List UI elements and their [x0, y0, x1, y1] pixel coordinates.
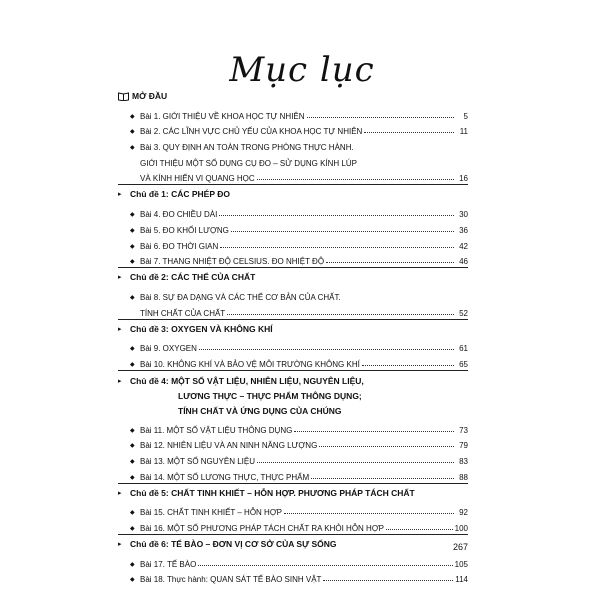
- diamond-bullet-icon: ◆: [130, 346, 135, 353]
- toc-entry-page: 114: [455, 575, 468, 585]
- dot-leader: [326, 262, 454, 263]
- page-title: Mục lục: [229, 50, 375, 90]
- triangle-bullet-icon: ▸: [118, 325, 122, 333]
- toc-entry-title: Bài 7. THANG NHIỆT ĐỘ CELSIUS. ĐO NHIỆT ĐỘ: [140, 257, 325, 267]
- toc-entry-page: 100: [454, 524, 468, 534]
- toc-entry[interactable]: [118, 203, 468, 219]
- diamond-bullet-icon: ◆: [130, 113, 135, 120]
- toc-entry[interactable]: [118, 286, 468, 302]
- diamond-bullet-icon: ◆: [130, 294, 135, 301]
- triangle-bullet-icon: ▸: [118, 191, 122, 199]
- toc-entry[interactable]: [118, 121, 468, 137]
- diamond-bullet-icon: ◆: [130, 443, 135, 450]
- diamond-bullet-icon: ◆: [130, 227, 135, 234]
- dot-leader: [364, 132, 454, 133]
- toc-section-heading: [118, 267, 468, 286]
- toc-entry-title: Bài 14. MỘT SỐ LƯƠNG THỰC, THỰC PHẨM: [140, 472, 310, 482]
- toc-entry-title: Bài 10. KHÔNG KHÍ VÀ BẢO VỆ MÔI TRƯỜNG KHÔNG KHÍ: [140, 359, 360, 369]
- section-heading-text: Chủ đề 3: OXYGEN VÀ KHÔNG KHÍ: [130, 323, 273, 334]
- dot-leader: [257, 179, 454, 180]
- dot-leader: [323, 580, 453, 581]
- section-heading-text: LƯƠNG THỰC – THỰC PHẨM THÔNG DỤNG;: [178, 391, 362, 402]
- toc-section-heading: [118, 534, 468, 553]
- diamond-bullet-icon: ◆: [130, 129, 135, 136]
- toc-entry-page: 52: [459, 308, 468, 318]
- dot-leader: [219, 215, 454, 216]
- toc-entry-title: Bài 6. ĐO THỜI GIAN: [140, 241, 219, 251]
- section-heading-text: Chủ đề 4: MỘT SỐ VẬT LIỆU, NHIÊN LIỆU, NGUYÊN LIỆU,: [130, 376, 364, 387]
- section-heading-text: Chủ đề 6: TẾ BÀO – ĐƠN VỊ CƠ SỞ CỦA SỰ SỐNG: [130, 539, 337, 550]
- toc-entry-title: Bài 3. QUY ĐỊNH AN TOÀN TRONG PHÒNG THỰC HÀNH.: [140, 143, 354, 153]
- dot-leader: [311, 478, 454, 479]
- diamond-bullet-icon: ◆: [130, 145, 135, 152]
- dot-leader: [362, 365, 454, 366]
- toc-entry-title: Bài 17. TẾ BÀO: [140, 559, 197, 569]
- toc-entry-page: 73: [459, 425, 468, 435]
- toc-entry-page: 105: [454, 559, 468, 569]
- dot-leader: [199, 349, 454, 350]
- toc-entry-title: VÀ KÍNH HIỂN VI QUANG HỌC: [140, 174, 255, 184]
- toc-entry-page: 79: [459, 441, 468, 451]
- dot-leader: [386, 529, 453, 530]
- toc-entry-title: Bài 12. NHIÊN LIỆU VÀ AN NINH NĂNG LƯỢNG: [140, 441, 318, 451]
- toc-entry[interactable]: [118, 353, 468, 369]
- toc-entry[interactable]: [118, 251, 468, 267]
- toc-section-heading: [118, 370, 468, 419]
- toc-entry-page: 83: [459, 457, 468, 466]
- page-number: 267: [453, 542, 469, 552]
- toc-entry[interactable]: [118, 235, 468, 251]
- toc-entry[interactable]: [118, 105, 468, 121]
- section-heading-text: Chủ đề 1: CÁC PHÉP ĐO: [130, 189, 230, 200]
- toc-entry[interactable]: [118, 136, 468, 152]
- table-of-contents: [118, 87, 468, 584]
- toc-section-heading: [118, 87, 468, 105]
- toc-entry-page: 16: [459, 174, 468, 184]
- dot-leader: [294, 431, 454, 432]
- toc-entry[interactable]: [118, 338, 468, 354]
- book-icon: [118, 92, 132, 101]
- dot-leader: [257, 462, 454, 463]
- triangle-bullet-icon: ▸: [118, 489, 122, 497]
- toc-section-heading: [118, 483, 468, 502]
- toc-entry[interactable]: [118, 502, 468, 518]
- dot-leader: [227, 314, 454, 315]
- toc-entry-page: 5: [463, 111, 468, 121]
- diamond-bullet-icon: ◆: [130, 361, 135, 368]
- toc-entry[interactable]: [118, 450, 468, 466]
- toc-entry-page: 42: [459, 241, 468, 251]
- toc-entry[interactable]: [118, 152, 468, 168]
- toc-entry-title: Bài 2. CÁC LĨNH VỰC CHỦ YẾU CỦA KHOA HỌC TỰ NHIÊN: [140, 127, 363, 137]
- dot-leader: [307, 117, 454, 118]
- dot-leader: [198, 565, 452, 566]
- toc-entry-title: Bài 18. Thực hành: QUAN SÁT TẾ BÀO SINH VẬT: [140, 575, 322, 585]
- toc-entry-title: Bài 15. CHẤT TINH KHIẾT – HỖN HỢP: [140, 508, 283, 518]
- toc-entry-title: Bài 4. ĐO CHIỀU DÀI: [140, 210, 218, 220]
- toc-entry-title: Bài 9. OXYGEN: [140, 344, 197, 354]
- diamond-bullet-icon: ◆: [130, 526, 135, 533]
- toc-entry[interactable]: [118, 517, 468, 533]
- toc-section-heading: [118, 184, 468, 203]
- section-heading-text: Chủ đề 5: CHẤT TINH KHIẾT – HỖN HỢP. PHƯƠNG PHÁP TÁCH CHẤT: [130, 487, 415, 498]
- toc-entry[interactable]: [118, 553, 468, 569]
- diamond-bullet-icon: ◆: [130, 427, 135, 434]
- diamond-bullet-icon: ◆: [130, 510, 135, 517]
- toc-entry-page: 11: [459, 127, 468, 137]
- toc-entry-title: GIỚI THIỆU MỘT SỐ DỤNG CỤ ĐO – SỬ DỤNG KÍNH LÚP: [140, 158, 357, 168]
- triangle-bullet-icon: ▸: [118, 541, 122, 549]
- toc-entry[interactable]: [118, 219, 468, 235]
- toc-entry[interactable]: [118, 302, 468, 318]
- toc-entry-page: 36: [459, 225, 468, 235]
- section-heading-text: TÍNH CHẤT VÀ ỨNG DỤNG CỦA CHÚNG: [178, 406, 342, 417]
- toc-entry[interactable]: [118, 435, 468, 451]
- toc-entry-page: 46: [459, 257, 468, 267]
- toc-entry-title: TÍNH CHẤT CỦA CHẤT: [140, 308, 226, 318]
- diamond-bullet-icon: ◆: [130, 561, 135, 568]
- dot-leader: [231, 231, 454, 232]
- toc-entry-page: 30: [459, 210, 468, 220]
- toc-entry[interactable]: [118, 168, 468, 184]
- toc-entry-page: 61: [459, 344, 468, 354]
- dot-leader: [220, 247, 454, 248]
- diamond-bullet-icon: ◆: [130, 577, 135, 584]
- section-heading-text: Chủ đề 2: CÁC THỂ CỦA CHẤT: [130, 272, 256, 283]
- toc-entry[interactable]: [118, 419, 468, 435]
- toc-entry[interactable]: [118, 466, 468, 482]
- toc-entry-page: 92: [459, 508, 468, 518]
- section-heading-text: MỞ ĐẦU: [132, 91, 168, 101]
- toc-entry-title: Bài 11. MỘT SỐ VẬT LIỆU THÔNG DỤNG: [140, 425, 293, 435]
- toc-entry-title: Bài 13. MỘT SỐ NGUYÊN LIỆU: [140, 457, 255, 466]
- toc-entry-title: Bài 5. ĐO KHỐI LƯỢNG: [140, 225, 229, 235]
- toc-entry-page: 88: [459, 472, 468, 482]
- diamond-bullet-icon: ◆: [130, 212, 135, 219]
- toc-entry-page: 65: [459, 359, 468, 369]
- dot-leader: [284, 513, 454, 514]
- diamond-bullet-icon: ◆: [130, 259, 135, 266]
- toc-entry-title: Bài 16. MỘT SỐ PHƯƠNG PHÁP TÁCH CHẤT RA KHỎI HỖN HỢP: [140, 524, 385, 534]
- toc-entry-title: Bài 8. SỰ ĐA DẠNG VÀ CÁC THỂ CƠ BẢN CỦA CHẤT.: [140, 292, 341, 302]
- toc-section-heading: [118, 319, 468, 338]
- diamond-bullet-icon: ◆: [130, 474, 135, 481]
- triangle-bullet-icon: ▸: [118, 378, 122, 386]
- toc-entry-title: Bài 1. GIỚI THIỆU VỀ KHOA HỌC TỰ NHIÊN: [140, 111, 305, 121]
- triangle-bullet-icon: ▸: [118, 274, 122, 282]
- diamond-bullet-icon: ◆: [130, 243, 135, 250]
- diamond-bullet-icon: ◆: [130, 459, 135, 465]
- toc-entry[interactable]: [118, 569, 468, 585]
- dot-leader: [319, 446, 454, 447]
